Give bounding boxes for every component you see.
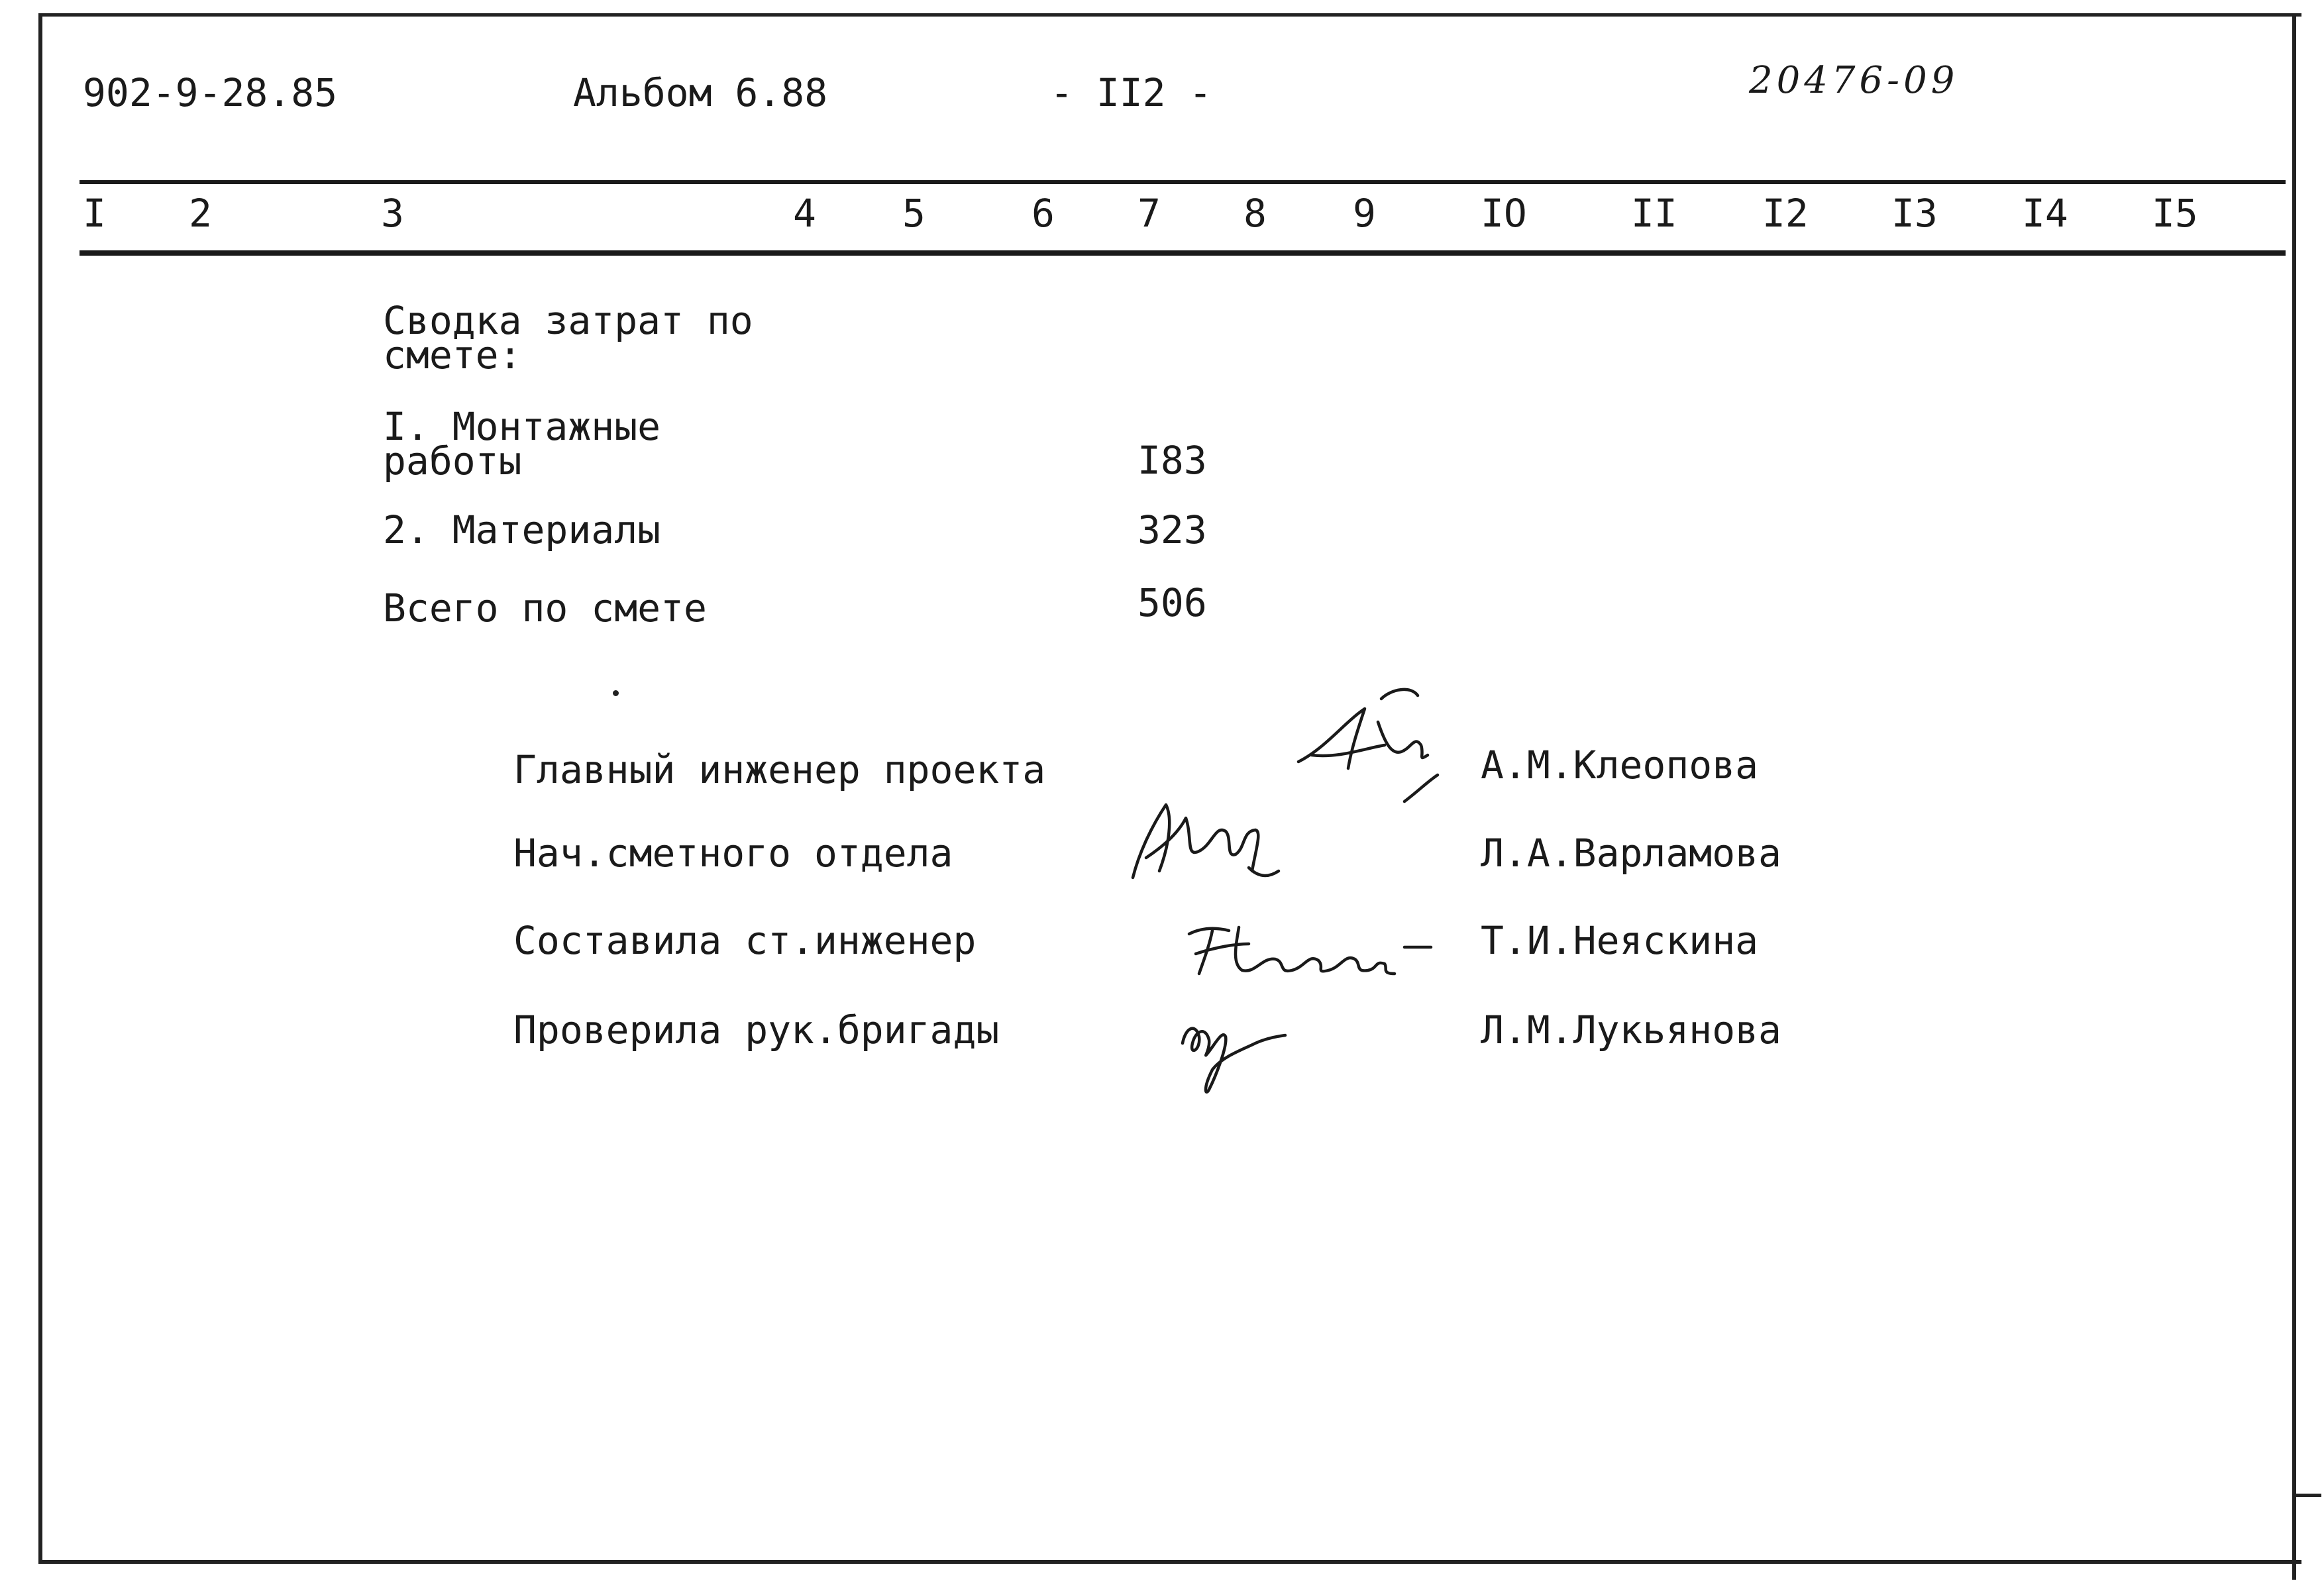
right-frame-line: [2292, 13, 2296, 1580]
doc-code: 902-9-28.85: [83, 70, 338, 115]
column-number: 2: [189, 191, 212, 236]
signature-role: Проверила рук.бригады: [513, 1007, 1000, 1052]
stray-dot: [613, 690, 619, 696]
column-number: 7: [1137, 191, 1161, 236]
column-header-top-rule: [79, 180, 2286, 184]
column-number: 3: [381, 191, 404, 236]
column-number: 6: [1031, 191, 1055, 236]
column-number: 9: [1353, 191, 1376, 236]
summary-item-label: 2. Материалы: [383, 507, 661, 552]
signature-role: Нач.сметного отдела: [513, 831, 953, 876]
column-number: 8: [1243, 191, 1267, 236]
column-header-bottom-rule: [79, 250, 2286, 256]
column-number: I3: [1891, 191, 1938, 236]
signature-name: А.М.Клеопова: [1481, 743, 1759, 788]
signature-name: Т.И.Неяскина: [1481, 918, 1759, 963]
summary-item-value: 323: [1137, 507, 1207, 552]
frame-tick: [2296, 1494, 2321, 1497]
signature-name: Л.М.Лукьянова: [1481, 1007, 1781, 1052]
signature-name: Л.А.Варламова: [1481, 831, 1781, 876]
column-number: 4: [793, 191, 816, 236]
summary-item-label: работы: [383, 438, 522, 484]
summary-total-value: 506: [1137, 580, 1207, 625]
signature-role: Главный инженер проекта: [513, 747, 1046, 792]
album-label: Альбом 6.88: [573, 70, 828, 115]
summary-total-label: Всего по смете: [383, 586, 707, 631]
column-number: I5: [2152, 191, 2198, 236]
handwritten-signature-varlamova: [1120, 778, 1292, 891]
column-number: I4: [2022, 191, 2068, 236]
column-number: IO: [1481, 191, 1527, 236]
summary-item-value: I83: [1137, 438, 1207, 483]
column-number: I2: [1762, 191, 1809, 236]
summary-item-label: I. Монтажные: [383, 404, 661, 449]
summary-title-line1: Сводка затрат по: [383, 298, 753, 343]
page-number: - II2 -: [1050, 70, 1212, 115]
handwritten-signature-lukyanova: [1169, 997, 1302, 1103]
column-number: I: [83, 191, 106, 236]
column-number: 5: [902, 191, 925, 236]
handwritten-signature-neyaskina: [1176, 907, 1441, 987]
signature-role: Составила ст.инженер: [513, 918, 977, 963]
handwritten-signature-kleopova: [1285, 682, 1444, 815]
summary-title-line2: смете:: [383, 333, 522, 378]
stamp-number: 20476-09: [1749, 59, 1959, 102]
column-number: II: [1631, 191, 1677, 236]
